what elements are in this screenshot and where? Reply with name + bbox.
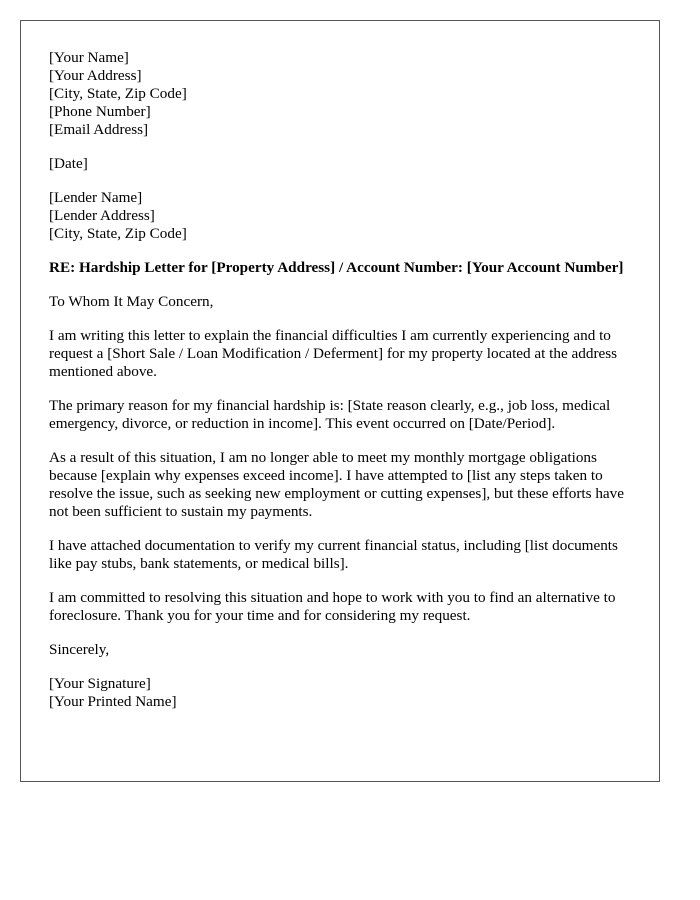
recipient-block: [49, 189, 639, 243]
body-paragraph-5: I am committed to resolving this situation and hope to work with you to find an alternative to foreclosure. Thank you for your time and for considering my request.: [49, 589, 616, 624]
body-paragraph-1: I am writing this letter to explain the financial difficulties I am currently experiencing and to request a [Short Sale / Loan Modification / Deferment] for my property located at the address mentioned above.: [49, 327, 618, 380]
subject-line: RE: Hardship Letter for [Property Address] / Account Number: [Your Account Number]: [49, 259, 624, 276]
letter-date: [Date]: [49, 155, 88, 172]
body-paragraph-3: As a result of this situation, I am no longer able to meet my monthly mortgage obligations because [explain why expenses exceed income]. I have attempted to [list any steps taken to resolve the issue, such as seeking new employment or cutting expenses], but these efforts have not been sufficient to sustain my payments.: [49, 449, 625, 520]
sender-name: [Your Name]: [49, 49, 129, 66]
printed-name-line: [Your Printed Name]: [49, 693, 177, 710]
body-paragraph-4: I have attached documentation to verify my current financial status, including [list documents like pay stubs, bank statements, or medical bills].: [49, 537, 618, 572]
letter-content: [49, 49, 639, 711]
signature-line: [Your Signature]: [49, 675, 151, 692]
recipient-name: [Lender Name]: [49, 189, 143, 206]
sender-block: [49, 49, 639, 139]
body-paragraph-2: The primary reason for my financial hardship is: [State reason clearly, e.g., job loss, medical emergency, divorce, or reduction in income]. This event occurred on [Date/Period].: [49, 397, 611, 432]
date-block: [49, 155, 639, 173]
signature-block: [49, 675, 639, 711]
letter-page: [20, 20, 660, 782]
sender-email: [Email Address]: [49, 121, 149, 138]
closing: Sincerely,: [49, 641, 110, 658]
sender-city-state-zip: [City, State, Zip Code]: [49, 85, 187, 102]
recipient-city-state-zip: [City, State, Zip Code]: [49, 225, 187, 242]
recipient-address: [Lender Address]: [49, 207, 155, 224]
sender-address: [Your Address]: [49, 67, 142, 84]
salutation: To Whom It May Concern,: [49, 293, 214, 310]
sender-phone: [Phone Number]: [49, 103, 151, 120]
